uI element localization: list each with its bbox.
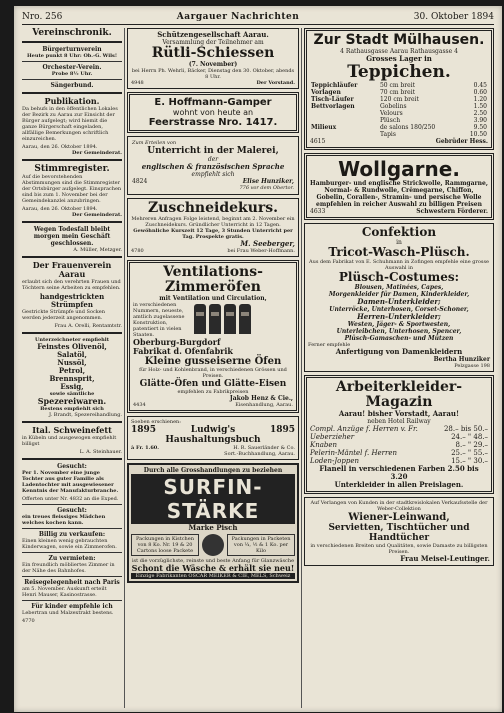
konfektion-in: in [396,239,402,246]
teppiche-cell [310,117,379,124]
unterricht-line: empfiehlt sich [191,171,235,178]
ventilation-heading: Ventilations-Zimmeröfen [163,264,263,295]
kalender-price: à Fr. 1.60. [131,445,160,451]
teppiche-cell [310,110,379,117]
ad-number: 4615 [310,138,326,145]
stimmregister-heading: Stimmregister. [34,164,110,174]
schuetzen-subtitle: Versammlung der Teilnehmer am [162,39,264,46]
stoves-illustration [194,304,251,334]
ad-number: 4824 [132,178,148,185]
teppiche-row [310,124,488,131]
reise-heading: Reisegelegenheit nach Paris [24,579,120,586]
kalender-title: Ludwig's Haushaltungsbuch [165,425,261,445]
teppiche-row [310,82,488,89]
verkaufen-text: Einen kleinen wenig gebrauchten Kinderwagen, sowie ein Zimmerofen. [22,538,117,550]
arbeiter-price-row [310,441,488,449]
ruetli-heading: Rütli-Schiessen [151,45,275,61]
anfertigung-heading: Anfertigung von Damenkleidern [335,347,463,356]
reise-text: am 5. November. Auskunft erteilt Henri Mauser, Kasinostrasse. [22,586,107,598]
muelhausen-heading: Zur Stadt Mülhausen. [313,32,485,48]
publikation-date: Aarau, den 26. Oktober 1894. [22,144,98,150]
oel-intro: Unterzeichneter empfiehlt [34,337,110,343]
pluesch-address: Pelzgasse 198 [454,363,490,369]
ad-number: 4948 [131,80,144,86]
tricot-text: Aus dem Fabrikat von E. Schuhmann in Zofingen empfehle eine grosse Auswahl in [308,259,489,271]
teppiche-cell: 0.45 [473,82,487,89]
pluesch-item: Herren-Unterkleider; [357,312,441,321]
zuschneide-ad [127,198,299,257]
arbeiter-price-row [310,449,488,457]
leinwand-heading: Wiener-Leinwand, [348,512,450,523]
teppiche-cell: 1.20 [473,96,487,103]
surfin-logo: SURFIN-STÄRKE [131,474,295,524]
hoffmann-address: Feerstrasse Nro. 1417. [148,117,278,128]
leinwand-signature: Frau Meisel-Leutinger. [400,554,490,563]
pluesch-item: Damen-Unterkleider; [357,297,441,306]
teppiche-cell: Tisch-Läufer [311,96,354,103]
muelhausen-address: 4 Rathausgasse Aarau Rathausgasse 4 [340,48,458,55]
kalender-year: 1895 [131,425,157,435]
unterricht-line: der [207,156,219,163]
schuetzen-text: bei Herrn Ph. Wehrli, Bäcker, Dienstag den 30. Oktober, abends 8 Uhr. [131,68,295,80]
oel-item: Feinstes Olivenöl, [37,342,107,351]
arbeiter-price-row [310,425,488,433]
spezereien-heading: Spezereiwaren. [37,396,107,406]
arbeiter-line: Flanell in verschiedenen Farben 2.50 bis 3.20 [319,464,479,481]
kalender-ad [127,416,299,460]
stimmregister-signature: Der Gemeinderat. [72,212,122,218]
teppiche-heading: Teppichen. [347,62,451,82]
arbeiter-price: 8.– " 29.– [455,441,488,449]
column-rule [124,28,125,708]
vereinschronik-heading: Vereinschronik. [32,28,112,38]
arbeiter-subtitle2: neben Hotel Railway [367,418,431,425]
pluesch-item: Westen, Jäger- & Sportwesten, [347,321,451,328]
surfin-emblem [202,534,224,556]
stove-illustration [239,304,251,334]
small-stoves-text: für Holz- und Kohlenbrand, in verschiedenen Grössen und Preisen. [139,367,287,379]
wollgarne-signature: Schwestern Förderer. [416,208,488,215]
hoffmann-line: wohnt von heute an [172,108,254,117]
muelhausen-line: Grosses Lager in [366,54,432,63]
teppiche-cell: Milieux [311,124,337,131]
vermieten-text: Ein freundlich möbliertes Zimmer in der Nähe des Bahnhofes. [22,562,115,574]
arbeiter-price-row [310,433,488,441]
stimmregister-text: Auf die bevorstehenden Abstimmungen sind die Stimmregister der Ortsbürger aufgelegt. Einsprachen sind bis zum 1. November bei der Gemeindekanzlei anzubringen. [22,174,122,204]
teppiche-row [310,103,488,110]
stove-illustration [194,304,206,334]
saengerbund: Sängerbund. [50,82,94,89]
arbeiter-item: Loden-Joppen [310,457,359,465]
muelhausen-ad [304,28,494,150]
newspaper-page [14,6,502,712]
leinwand-text: in verschiedenen Breiten und Qualitäten, sowie Damaste zu billigsten Preisen. [310,543,488,555]
teppiche-cell: 70 cm breit [379,89,416,96]
frauenverein-text: erlaubt sich den verehrten Frauen und Töchtern seine Arbeiten zu empfehlen. [22,279,121,291]
ventilation-signature2: Eisenhandlung, Aarau. [235,402,293,408]
surfin-packaging-right: Packungen in Packeten von ¼, ½ & 1 Ko. per Kilo [227,534,295,556]
oel-item: Salatöl, [57,350,87,359]
strumpfen-text: Gestrickte Strümpfe und Socken werden jederzeit angenommen. [22,309,105,321]
konfektion-heading: Confektion [361,225,437,239]
teppiche-cell: Teppichläufer [311,82,358,89]
ventilation-signature: Jakob Henz & Cie., [229,395,293,402]
teppiche-cell: 50 cm breit [379,82,416,89]
gesucht-heading: Gesucht: [57,507,87,514]
oel-text: sowie sämtliche [49,391,95,397]
zuschneide-signature2: bei Frau Weber-Hoffmann. [227,248,295,254]
spezereien-text: Bestens empfiehlt sich [40,406,104,412]
schuetzen-ad [127,28,299,89]
unterricht-languages: englischen & französischen Sprache [141,162,285,171]
arbeiter-ad [304,375,494,494]
teppiche-cell: Velours [379,110,403,117]
ventilation-maker2: Fabrikat d. Ofenfabrik [133,346,233,356]
column-rule [301,28,302,708]
teppiche-cell: Gobelins [379,103,407,110]
teppiche-row [310,110,488,117]
arbeiter-footer: Unterkleider in allen Preislagen. [334,480,464,489]
issue-date: 30. Oktober 1894 [413,12,494,22]
teppiche-row [310,89,488,96]
notice-text: Probe 8½ Uhr. [51,71,93,77]
stimmregister-date: Aarau, den 26. Oktober 1894. [22,206,98,212]
teppiche-cell: Bettvorlagen [311,103,355,110]
surfin-ad [127,463,299,583]
gesucht-text: ein treues fleissiges Mädchen welches kochen kann. [22,514,106,526]
ad-number: 4633 [310,208,326,215]
teppiche-cell: Tapis [379,131,396,138]
publikation-heading: Publikation. [44,96,100,106]
stove-illustration [209,304,221,334]
kinder-text: Lebertran und Malzextrakt bestens. [22,610,114,616]
strumpfen-heading: handgestrickten Strümpfen [39,292,105,309]
spezereien-signature: J. Brandt, Spezereihandlung. [48,412,122,418]
publikation-signature: Der Gemeinderat. [72,150,122,156]
schweinefett-text: in Kübeln und ausgewogen empfiehlt billigst [22,435,117,447]
arbeiter-item: Knaben [310,441,338,449]
teppiche-row [310,131,488,138]
arbeiter-item: Compl. Anzüge f. Herren v. Fr. [310,425,418,433]
kalender-year: 1895 [269,425,295,435]
oel-item: Brennsprit, [49,374,95,383]
ventilation-maker: Oberburg-Burgdorf [133,337,221,347]
teppiche-cell: 2.50 [473,110,487,117]
notice-text: Heute punkt 8 Uhr: Ob.-G. Wils! [26,53,118,59]
unterricht-address: 776 vor dem Obertor. [239,185,294,191]
schuetzen-title: Schützengesellschaft Aarau. [157,30,269,39]
unterricht-heading: Unterricht in der Malerei, [147,146,279,156]
pluesch-item: Unterröcke, Unterhosen, Corset-Schoner, [329,306,469,313]
column-left [22,28,122,708]
arbeiter-price: 24.– " 48.– [451,433,488,441]
oel-item: Nussöl, [57,358,87,367]
kinder-heading: Für kinder empfehle ich [31,603,113,610]
unterricht-name: Elise Hunziker, [242,178,294,185]
teppiche-cell: 3.90 [473,117,487,124]
column-middle [127,28,299,708]
arbeiter-subtitle: Aarau! bisher Vorstadt, Aarau! [338,409,460,418]
closed-notice: Wegen Todesfall bleibt morgen mein Geschäft geschlossen. [33,226,111,247]
teppiche-cell: 0.60 [473,89,487,96]
ventilation-ad [127,260,299,413]
publikation-text: Da behufs in den öffentlichen Lokales der Bezirk zu Aarau zur Einsicht der Bürger aufgelegt; wird hiemit die ganze Bürgerschaft eingeladen, allfällige Bemerkungen schriftlich einzureichen. [22,106,118,142]
hoffmann-ad [127,92,299,133]
frauenverein-heading: Der Frauenverein Aarau [32,260,112,279]
surfin-packaging-left: Packungen in Kistchen von 8 Ko. Nr. 19 & 20 Cartons loose Packete [131,534,199,556]
ventilation-text: in verschiedenen Nummern, neueste, amtlich zugelassene Konstruktion, patentiert in vielen Staaten. [133,302,185,338]
oel-item: Petrol, [58,366,86,375]
teppiche-price-table [310,82,488,138]
buergerturnverein: Bürgerturnverein [42,46,102,53]
kalender-intro: Soeben erschienen: [131,419,181,425]
teppiche-cell: de salons 180/250 [379,124,436,131]
kalender-publisher: H. R. Sauerländer & Co. [233,445,295,451]
teppiche-cell: 10.50 [469,131,487,138]
pluesch-item: Morgenkleider für Damen, Kinderkleider, [328,291,470,298]
teppiche-cell [310,131,379,138]
leinwand-intro: Auf Verlangen von Kunden in der stadtkreislokalen Verkaufsstelle der Weber-Collektion [310,500,488,512]
arbeiter-price: 25.– " 55.– [451,449,488,457]
ad-number: 4434 [133,402,146,408]
irons-text: empfehlen zu Fabrikpreisen [177,389,249,395]
arbeiter-price-list [310,425,488,465]
arbeiter-item: Ueberzieher [310,433,355,441]
leinwand-subtitle: Servietten, Tischtücher und Handtücher [328,523,470,543]
wollgarne-heading: Wollgarne. [338,157,460,181]
zuschneide-text: Mehreren Anfragen Folge leistend, beginnt am 2. November ein Zuschneidekurs. Gründlicher Unterricht in 12 Tagen. [131,216,295,228]
issue-number: Nro. 256 [22,12,63,22]
unterricht-intro: Zum Erteilen von [132,140,177,146]
surfin-line: ist die vorzüglichste, reinste und beste Anfang für Glanzwäsche [131,558,295,564]
pluesch-text: Ferner empfehle [308,342,351,348]
zuschneide-text2: Gewöhnliche Kurszeit 12 Tage, 3 Stunden Unterricht per Tag. Prospekte gratis. [133,228,293,240]
teppiche-cell: 120 cm breit [379,96,419,103]
schweinefett-heading: Ital. Schweinefett [32,425,112,435]
ad-number: 4770 [22,618,35,624]
wollgarne-text: Hamburger- und englische Strickwolle, Rammgarne, Normal- & Rundwolle, Crêmegarne, Chiffon, Gobelin, Corallen-, Stramin- und persische Wolle empfehlen in reicher Auswahl zu billigen Preisen [310,180,488,208]
oel-item: Essig, [60,382,84,391]
arbeiter-heading: Arbeiterkleider-Magazin [335,379,463,410]
teppiche-row [310,96,488,103]
teppiche-cell: 1.50 [473,103,487,110]
hoffmann-name: E. Hoffmann-Gamper [154,97,272,108]
surfin-intro: Durch alle Grosshandlungen zu beziehen [143,467,283,474]
pluesch-item: Unterleibchen, Unterhosen, Spencer, [336,328,462,335]
ruetli-date: (7. November) [188,61,238,68]
orchester-verein: Orchester-Verein. [42,64,102,71]
schuetzen-signature: Der Vorstand. [256,80,295,86]
wollgarne-ad [304,153,494,220]
gesucht-reference: Offerten unter Nr. 4832 an die Exped. [22,496,119,502]
ventilation-subtitle: mit Ventilation und Circulation, [159,295,267,302]
arbeiter-price: 15.– " 30.– [451,457,488,465]
irons-heading: Glätte-Öfen und Glätte-Eisen [139,379,287,389]
teppiche-cell: 9.50 [473,124,487,131]
pluesch-signature: Bertha Hunziker [433,356,490,363]
gesucht-text: Per 1. November eine junge Tochter aus guter Familie als Ladentochter mit ausgewiesener Kenntnis der Manufakturbranche. [22,470,119,494]
surfin-mark: Marke Pisch [188,523,238,532]
closed-notice-signature: A. Müller, Metzger. [73,247,122,253]
zuschneide-heading: Zuschneidekurs. [147,200,279,216]
tricot-heading: Tricot-Wasch-Plüsch. [328,245,470,259]
arbeiter-price: 28.– bis 50.– [443,425,488,433]
zuschneide-signature: M. Seeberger, [240,239,295,248]
arbeiter-item: Pelerin-Mäntel f. Herren [310,449,398,457]
leinwand-ad [304,497,494,566]
teppiche-cell: Vorlagen [311,89,341,96]
page-header [22,10,494,25]
teppiche-row [310,117,488,124]
ad-number: 4780 [131,248,144,254]
column-right [304,28,494,708]
small-stoves-heading: Kleine gusseiserne Öfen [144,356,282,367]
stove-illustration [224,304,236,334]
gesucht-heading: Gesucht: [57,463,87,470]
konfektion-ad [304,223,494,372]
unterricht-ad [127,136,299,195]
kalender-publisher2: Sort.-Buchhandlung, Aarau. [224,451,295,457]
vermieten-heading: Zu vermieten: [48,555,96,562]
muelhausen-signature: Gebrüder Hess. [435,138,488,145]
pluesch-heading: Plüsch-Costumes: [338,270,460,284]
verkaufen-heading: Billig zu verkaufen: [38,531,106,538]
newspaper-title: Aargauer Nachrichten [176,12,300,22]
teppiche-cell: Plüsch [379,117,401,124]
pluesch-item: Plüsch-Gamaschen- und Mützen [344,335,454,342]
surfin-slogan: Schont die Wäsche & erhält sie neu! [131,563,295,573]
strumpfen-signature: Frau A. Orelli, Rentamtstr. [54,323,122,329]
schweinefett-signature: L. A. Steinhauer. [79,449,122,455]
surfin-footer: Einzige Fabrikanten OSCAR MEIKER & CIE, MELS, Schweiz [131,573,295,579]
pluesch-item: Blousen, Matinées, Capes, [354,284,444,291]
